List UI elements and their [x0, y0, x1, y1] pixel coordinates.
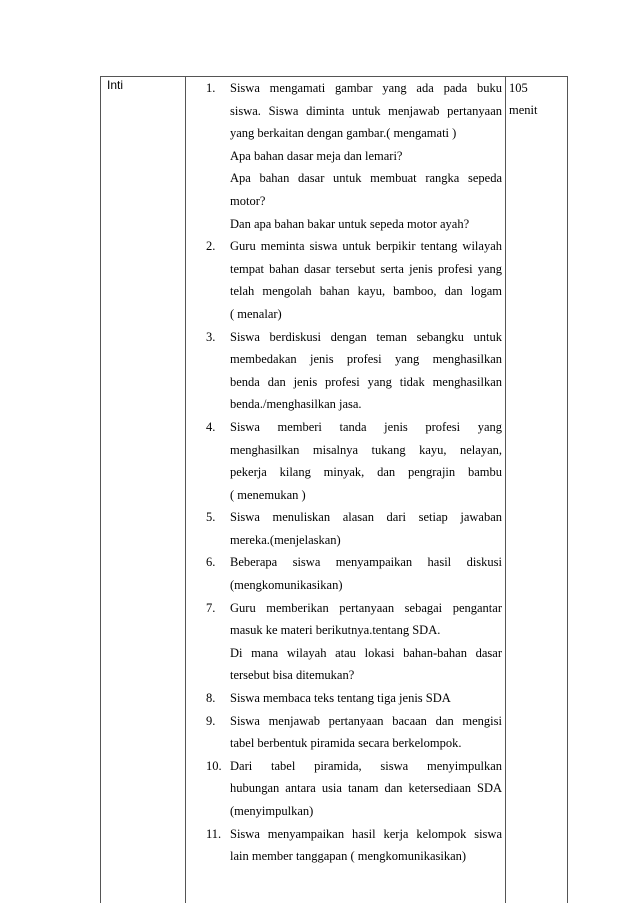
step-line: benda dan jenis profesi yang tidak menghasilkan [230, 374, 502, 389]
step-line: Apa bahan dasar meja dan lemari? [230, 148, 403, 163]
activity-step [206, 823, 502, 868]
step-line: Dan apa bahan bakar untuk sepeda motor ayah? [230, 216, 470, 231]
step-line: yang berkaitan dengan gambar.( mengamati ) [230, 126, 457, 141]
step-line: Siswa memberi tanda jenis profesi yang [230, 419, 502, 434]
activity-steps [206, 77, 502, 868]
step-line: Beberapa siswa menyampaikan hasil diskusi [230, 555, 502, 570]
step-number: 1. [206, 81, 216, 95]
phase-label: Inti [107, 78, 124, 92]
step-line: benda./menghasilkan jasa. [230, 397, 362, 412]
step-line: menghasilkan misalnya tukang kayu, nelayan, [230, 442, 502, 457]
activity-step [206, 710, 502, 755]
step-text [230, 597, 502, 687]
step-number: 9. [206, 713, 216, 728]
activity-step [206, 687, 502, 710]
step-line: Siswa menyampaikan hasil kerja kelompok siswa [230, 826, 502, 841]
step-line: (menyimpulkan) [230, 804, 314, 818]
step-number: 8. [206, 691, 216, 706]
column-divider [505, 76, 506, 903]
step-number: 11. [206, 826, 222, 841]
column-divider [185, 76, 186, 903]
step-line: Siswa menjawab pertanyaan bacaan dan mengisi [230, 713, 502, 728]
activity-step [206, 597, 502, 687]
step-number: 7. [206, 600, 216, 615]
step-line: membedakan jenis profesi yang menghasilkan [230, 352, 502, 367]
step-line: masuk ke materi berikutnya.tentang SDA. [230, 623, 441, 638]
step-text [230, 755, 502, 823]
step-text [230, 506, 502, 551]
step-line: ( menemukan ) [230, 487, 306, 502]
step-line: lain member tanggapan ( mengkomunikasikan) [230, 849, 467, 864]
step-text [230, 687, 502, 710]
step-text [230, 77, 502, 235]
step-line: Siswa membaca teks tentang tiga jenis SDA [230, 691, 451, 706]
step-line: tersebut bisa ditemukan? [230, 668, 355, 683]
step-text [230, 235, 502, 325]
step-text [230, 710, 502, 755]
activity-step [206, 506, 502, 551]
activity-step [206, 77, 502, 235]
step-number: 6. [206, 555, 216, 570]
activity-step [206, 551, 502, 596]
step-line: (mengkomunikasikan) [230, 578, 343, 593]
time-unit: menit [509, 103, 538, 117]
time-allocation [509, 77, 537, 121]
step-line: pekerja kilang minyak, dan pengrajin bambu [230, 465, 502, 480]
step-line: Siswa berdiskusi dengan teman sebangku untuk [230, 329, 502, 344]
step-line: mereka.(menjelaskan) [230, 532, 341, 547]
step-number: 4. [206, 419, 216, 434]
step-number: 10. [206, 758, 222, 773]
time-value: 105 [509, 81, 528, 95]
step-line: ( menalar) [230, 306, 282, 321]
step-text [230, 551, 502, 596]
step-line: Di mana wilayah atau lokasi bahan-bahan dasar [230, 645, 502, 660]
activity-step [206, 326, 502, 416]
step-line: Guru memberikan pertanyaan sebagai pengantar [230, 600, 502, 615]
step-number: 5. [206, 510, 216, 525]
step-line: Apa bahan dasar untuk membuat rangka sepeda [230, 171, 502, 186]
step-line: tabel berbentuk piramida secara berkelompok. [230, 736, 462, 751]
activity-step [206, 235, 502, 325]
step-line: Siswa menuliskan alasan dari setiap jawaban [230, 510, 502, 525]
step-text [230, 416, 502, 506]
step-line: hubungan antara usia tanam dan ketersediaan SDA [230, 781, 502, 796]
step-number: 3. [206, 329, 216, 344]
step-number: 2. [206, 239, 216, 254]
step-line: telah mengolah bahan kayu, bamboo, dan logam [230, 284, 502, 299]
activity-step [206, 755, 502, 823]
step-line: motor? [230, 193, 266, 208]
step-line: tempat bahan dasar tersebut serta jenis profesi yang [230, 261, 502, 276]
step-line: Guru meminta siswa untuk berpikir tentang wilayah [230, 239, 502, 254]
step-text [230, 326, 502, 416]
step-line: Dari tabel piramida, siswa menyimpulkan [230, 758, 502, 773]
activity-step [206, 416, 502, 506]
step-line: Siswa mengamati gambar yang ada pada buku [230, 81, 502, 95]
step-line: siswa. Siswa diminta untuk menjawab pertanyaan [230, 103, 502, 118]
step-text [230, 823, 502, 868]
